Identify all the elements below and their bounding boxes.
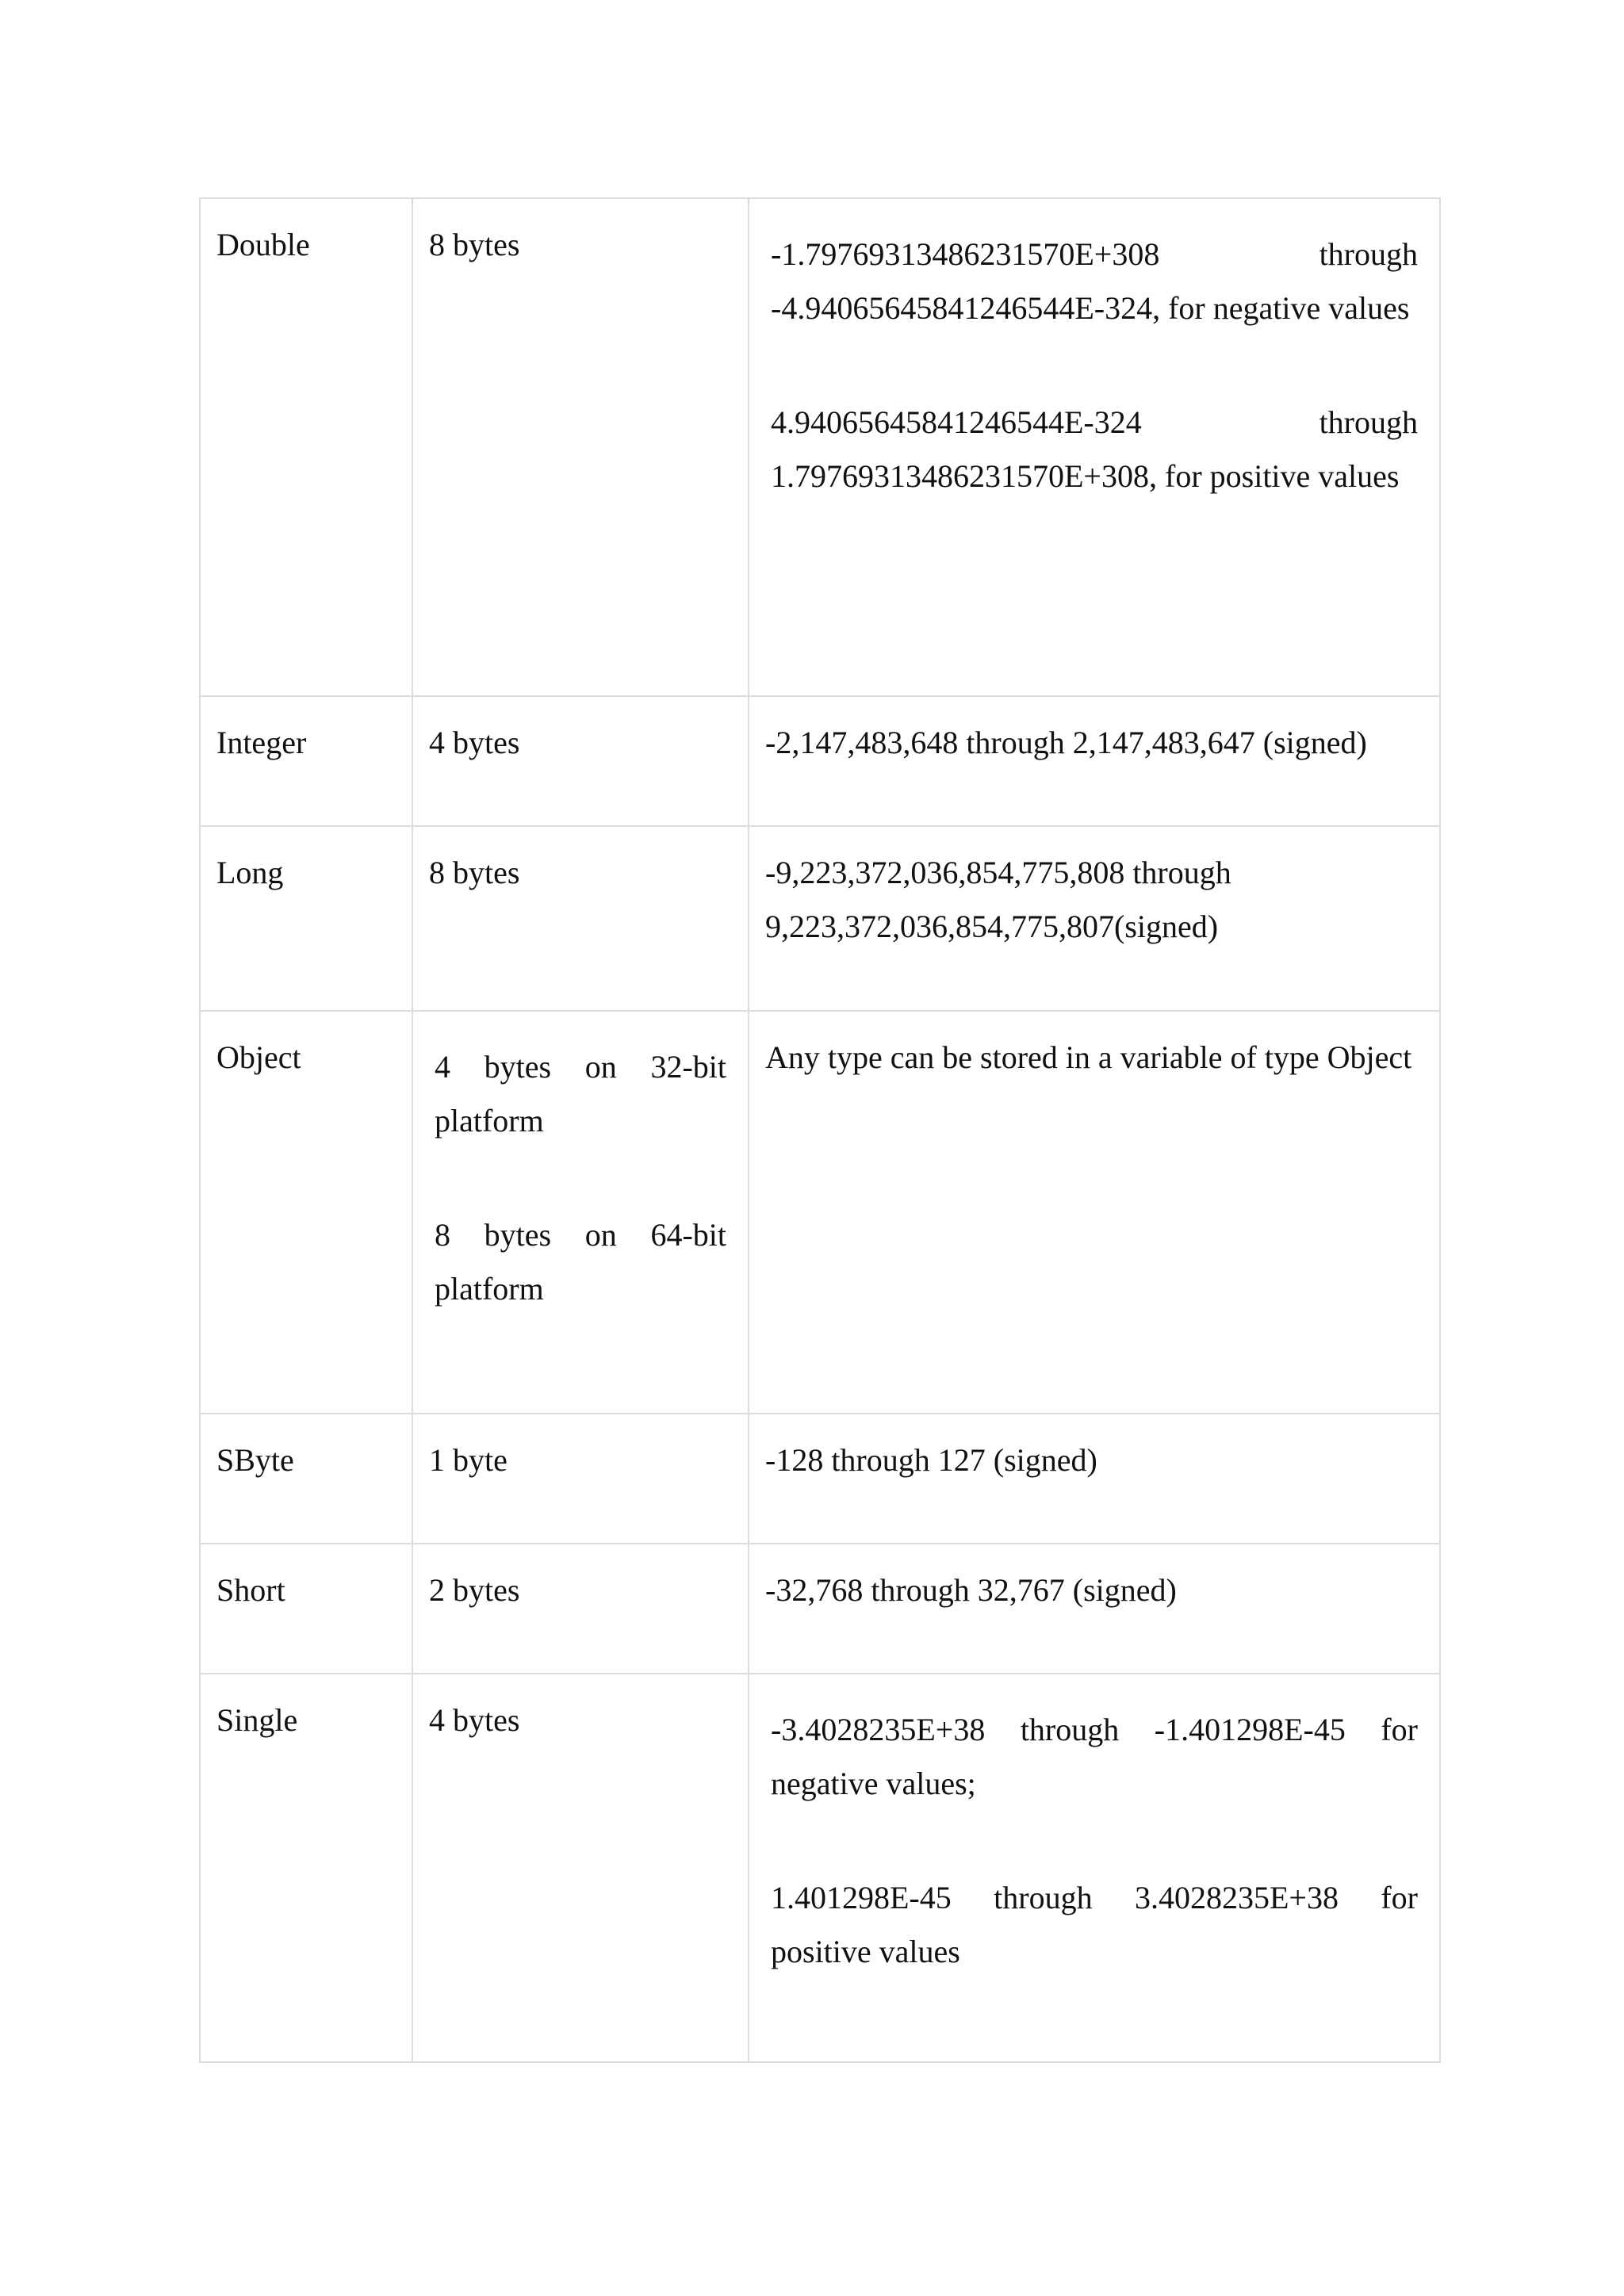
range-cell	[749, 198, 1440, 696]
range-cell	[749, 1011, 1440, 1414]
size-cell	[412, 826, 749, 1011]
table-row	[200, 1011, 1440, 1414]
range-paragraph: -1.79769313486231570E+308 through -4.94065645841246544E-324, for negative values	[771, 236, 1418, 326]
size-text: 1 byte	[429, 1442, 508, 1478]
size-text: 4 bytes	[429, 725, 520, 760]
type-name: Integer	[216, 725, 307, 760]
range-text: -128 through 127 (signed)	[765, 1442, 1097, 1478]
type-name: Single	[216, 1702, 298, 1738]
size-text: 2 bytes	[429, 1572, 520, 1608]
size-cell	[412, 1011, 749, 1414]
range-paragraph: -3.4028235E+38 through -1.401298E-45 for negative values;	[771, 1712, 1418, 1801]
size-paragraph: 8 bytes on 64-bit platform	[435, 1217, 726, 1307]
size-cell	[412, 198, 749, 696]
type-name: Long	[216, 855, 284, 890]
table-row	[200, 198, 1440, 696]
range-cell	[749, 1414, 1440, 1544]
table-row	[200, 826, 1440, 1011]
type-name: Double	[216, 227, 310, 262]
table-row	[200, 1674, 1440, 2062]
range-text: Any type can be stored in a variable of type Object	[765, 1039, 1412, 1075]
type-cell	[200, 1544, 412, 1674]
size-paragraph: 4 bytes on 32-bit platform	[435, 1049, 726, 1138]
range-cell	[749, 1674, 1440, 2062]
size-cell	[412, 1544, 749, 1674]
range-paragraph: 1.401298E-45 through 3.4028235E+38 for positive values	[771, 1880, 1418, 1969]
range-text: -9,223,372,036,854,775,808 through 9,223,372,036,854,775,807(signed)	[765, 855, 1231, 944]
range-cell	[749, 826, 1440, 1011]
size-cell	[412, 1674, 749, 2062]
range-text: -2,147,483,648 through 2,147,483,647 (signed)	[765, 725, 1367, 760]
range-cell	[749, 696, 1440, 826]
range-paragraph: 4.94065645841246544E-324 through 1.79769313486231570E+308, for positive values	[771, 404, 1418, 494]
type-cell	[200, 1674, 412, 2062]
size-cell	[412, 1414, 749, 1544]
type-cell	[200, 696, 412, 826]
range-text: -32,768 through 32,767 (signed)	[765, 1572, 1177, 1608]
type-cell	[200, 1011, 412, 1414]
data-type-table	[199, 197, 1441, 2063]
type-cell	[200, 826, 412, 1011]
type-name: SByte	[216, 1442, 294, 1478]
size-text: 4 bytes	[429, 1702, 520, 1738]
size-text: 8 bytes	[429, 227, 520, 262]
table-row	[200, 696, 1440, 826]
table-row	[200, 1544, 1440, 1674]
table-row	[200, 1414, 1440, 1544]
type-name: Short	[216, 1572, 285, 1608]
type-cell	[200, 198, 412, 696]
range-cell	[749, 1544, 1440, 1674]
type-name: Object	[216, 1039, 301, 1075]
size-text: 8 bytes	[429, 855, 520, 890]
size-cell	[412, 696, 749, 826]
type-cell	[200, 1414, 412, 1544]
